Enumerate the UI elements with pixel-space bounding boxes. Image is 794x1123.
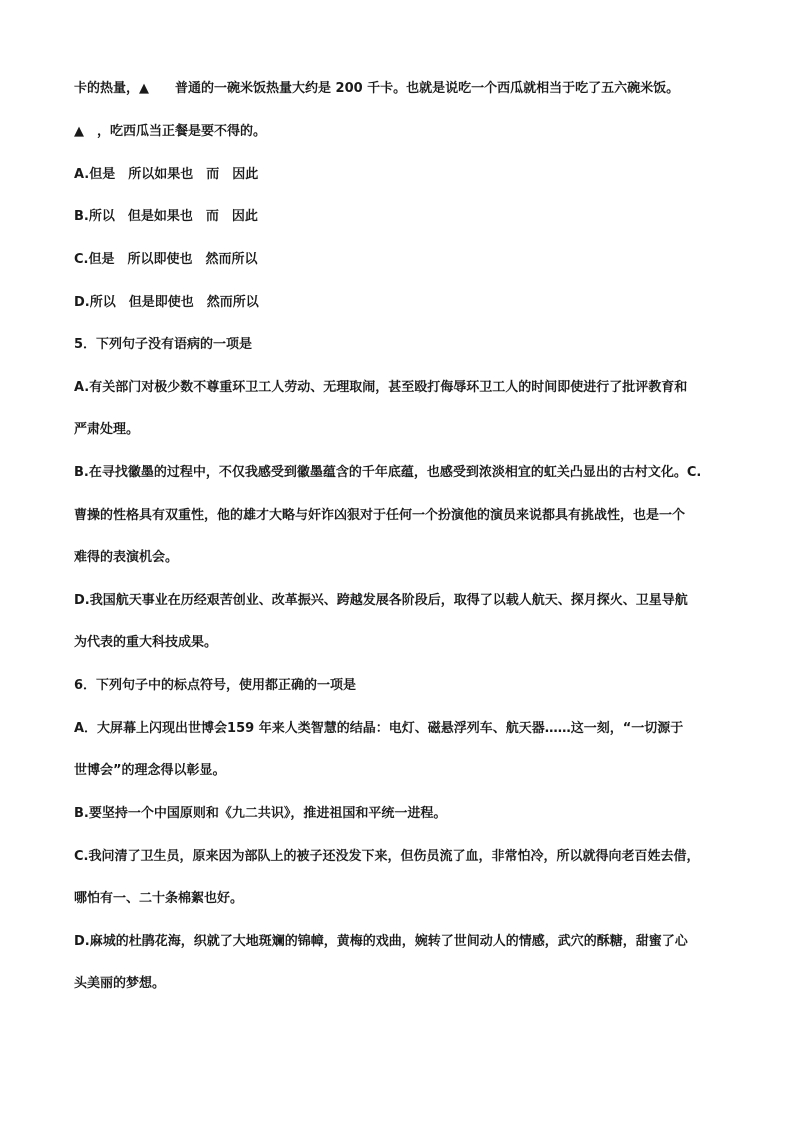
option-a-q5-line1: A.有关部门对极少数不尊重环卫工人劳动、无理取闹，甚至殴打侮辱环卫工人的时间即使进行了批评教育和 <box>74 380 688 395</box>
option-d-q6-line1: D.麻城的杜鹃花海，织就了大地斑斓的锦幛，黄梅的戏曲，婉转了世间动人的情感，武穴的酥糖，甜蜜了心 <box>74 934 688 949</box>
option-b-q4: B.所以 但是如果也 而 因此 <box>74 209 258 224</box>
option-c-q6-line1: C.我问清了卫生员，原来因为部队上的被子还没发下来，但伤员流了血，非常怕冷，所以就得向老百姓去借， <box>74 849 700 864</box>
text-line-2: ▲ ，吃西瓜当正餐是要不得的。 <box>74 124 266 139</box>
option-c-q6-line2: 哪怕有一、二十条棉絮也好。 <box>74 891 244 906</box>
option-d-q5-line1: D.我国航天事业在历经艰苦创业、改革振兴、跨越发展各阶段后，取得了以载人航天、探月探火、卫星导航 <box>74 593 688 608</box>
option-c-q4: C.但是 所以即使也 然而所以 <box>74 252 258 267</box>
question-5-title: 5．下列句子没有语病的一项是 <box>74 337 253 352</box>
option-a-q4: A.但是 所以如果也 而 因此 <box>74 167 259 182</box>
option-c-q5-line2: 难得的表演机会。 <box>74 550 179 565</box>
option-d-q5-line2: 为代表的重大科技成果。 <box>74 635 218 650</box>
option-c-q5-line1: 曹操的性格具有双重性，他的雄才大略与奸诈凶狠对于任何一个扮演他的演员来说都具有挑战性，也是一个 <box>74 508 686 523</box>
option-b-q5-line: B.在寻找徽墨的过程中，不仅我感受到徽墨蕴含的千年底蕴，也感受到浓淡相宜的虹关凸显出的古村文化。C. <box>74 465 702 480</box>
option-a-q6-line2: 世博会”的理念得以彰显。 <box>74 763 226 778</box>
option-d-q6-line2: 头美丽的梦想。 <box>74 976 166 991</box>
option-a-q5-line2: 严肃处理。 <box>74 422 140 437</box>
option-d-q4: D.所以 但是即使也 然而所以 <box>74 295 259 310</box>
text-line-1: 卡的热量，▲ 普通的一碗米饭热量大约是 200 千卡。也就是说吃一个西瓜就相当于吃了五六碗米饭。 <box>74 81 680 96</box>
option-b-q6: B.要坚持一个中国原则和《九二共识》，推进祖国和平统一进程。 <box>74 806 447 821</box>
question-6-title: 6．下列句子中的标点符号，使用都正确的一项是 <box>74 678 357 693</box>
option-a-q6-line1: A．大屏幕上闪现出世博会159 年来人类智慧的结晶：电灯、磁悬浮列车、航天器……这一刻，“一切源于 <box>74 721 684 736</box>
